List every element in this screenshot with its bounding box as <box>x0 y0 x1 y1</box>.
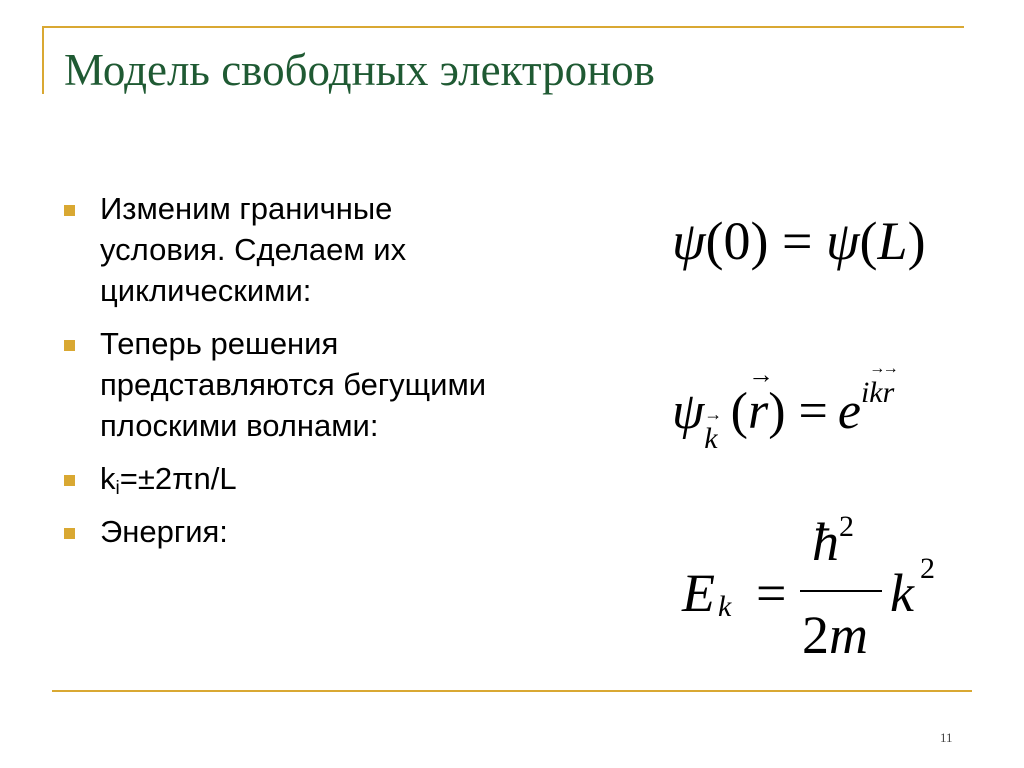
bullet-text: Изменим граничные условия. Сделаем их циклическими: <box>100 191 407 308</box>
bullet-subscript: i <box>115 478 120 499</box>
square-bullet-icon <box>64 475 75 486</box>
imaginary-unit: i <box>860 376 870 409</box>
footer-line <box>52 690 972 692</box>
exponent-position: r <box>882 376 895 409</box>
square-bullet-icon <box>64 340 75 351</box>
wavevector-symbol: k <box>890 563 914 623</box>
bullet-item <box>64 188 504 311</box>
equals-sign: = <box>782 211 813 271</box>
paren-open: ( <box>859 211 878 271</box>
denominator-coefficient: 2 <box>802 605 829 665</box>
numerator-exponent: 2 <box>839 510 854 543</box>
fraction-bar <box>800 590 882 592</box>
boundary-condition-formula <box>672 210 926 272</box>
hbar-symbol: ħ <box>812 512 839 572</box>
bullet-text-suffix: =±2πn/L <box>119 461 237 496</box>
vector-arrow-icon: → <box>747 360 774 389</box>
wavevector-exponent: 2 <box>920 552 935 585</box>
psi-symbol: ψ <box>825 211 860 271</box>
mass-symbol: m <box>829 605 868 665</box>
position-vector: r <box>747 383 769 440</box>
bullet-text-prefix: k <box>100 461 116 496</box>
fraction-numerator <box>812 510 854 573</box>
bullet-item <box>64 458 504 499</box>
bullet-list <box>64 188 504 564</box>
wavevector-subscript: k <box>704 422 718 455</box>
page-number: 11 <box>940 730 953 745</box>
paren-close: ) <box>907 211 926 271</box>
square-bullet-icon <box>64 528 75 539</box>
bullet-item <box>64 323 504 446</box>
exponential-base: e <box>837 383 861 440</box>
vector-arrow-icon: → <box>704 404 723 424</box>
vector-arrow-icon: → <box>882 360 899 377</box>
energy-subscript: k <box>718 590 732 623</box>
equals-sign: = <box>756 563 787 623</box>
bullet-text: Энергия: <box>100 514 228 549</box>
equals-sign: = <box>798 383 828 440</box>
length-variable: L <box>877 211 908 271</box>
energy-symbol: E <box>682 563 715 623</box>
formula-argument: (0) <box>705 211 769 271</box>
psi-symbol: ψ <box>672 211 706 271</box>
plane-wave-formula <box>672 360 899 456</box>
fraction-denominator <box>802 604 868 666</box>
psi-symbol: ψ <box>672 383 705 440</box>
frame-top-line <box>42 26 964 28</box>
paren-close: ) <box>768 383 786 440</box>
exponent-wavevector: k <box>869 376 883 409</box>
square-bullet-icon <box>64 205 75 216</box>
bullet-item <box>64 511 504 552</box>
frame-left-line <box>42 26 44 94</box>
paren-open: ( <box>730 383 748 440</box>
slide-title: Модель свободных электронов <box>64 45 655 95</box>
vector-arrow-icon: → <box>869 360 886 377</box>
bullet-text: Теперь решения представляются бегущими плоскими волнами: <box>100 326 487 443</box>
